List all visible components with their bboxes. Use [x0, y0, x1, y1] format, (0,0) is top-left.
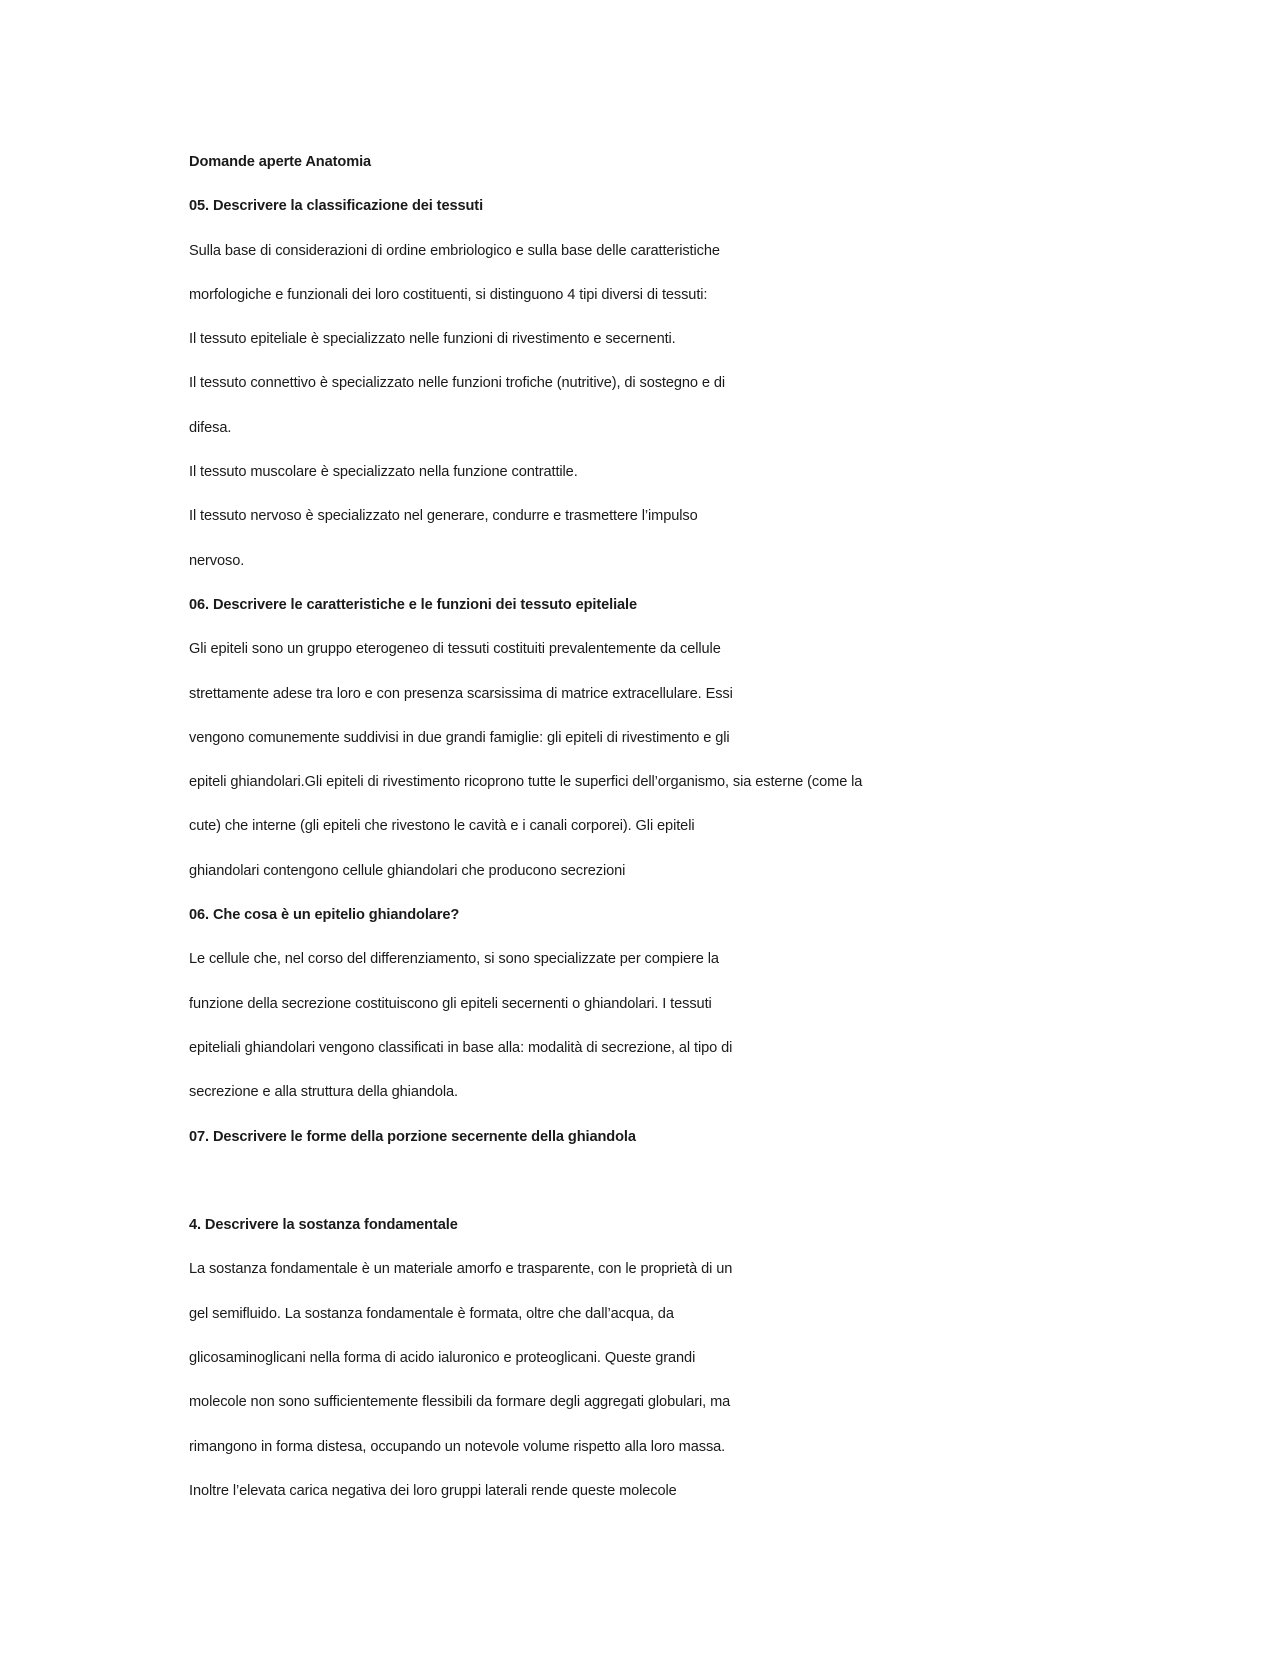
section-heading: 4. Descrivere la sostanza fondamentale	[189, 1217, 458, 1234]
paragraph-line: morfologiche e funzionali dei loro costituenti, si distinguono 4 tipi diversi di tessuti:	[189, 286, 708, 303]
paragraph-line: molecole non sono sufficientemente flessibili da formare degli aggregati globulari, ma	[189, 1394, 731, 1411]
paragraph-line: Il tessuto epiteliale è specializzato nelle funzioni di rivestimento e secernenti.	[189, 331, 676, 348]
paragraph-line: Le cellule che, nel corso del differenziamento, si sono specializzate per compiere la	[189, 951, 719, 968]
paragraph-line: gel semifluido. La sostanza fondamentale è formata, oltre che dall’acqua, da	[189, 1305, 674, 1322]
paragraph-line: rimangono in forma distesa, occupando un notevole volume rispetto alla loro massa.	[189, 1438, 726, 1455]
section-heading: 06. Descrivere le caratteristiche e le funzioni dei tessuto epiteliale	[189, 596, 638, 613]
paragraph-line: glicosaminoglicani nella forma di acido ialuronico e proteoglicani. Queste grandi	[189, 1350, 696, 1367]
paragraph-line: Il tessuto muscolare è specializzato nella funzione contrattile.	[189, 464, 578, 481]
paragraph-line: Sulla base di considerazioni di ordine embriologico e sulla base delle caratteristiche	[189, 242, 720, 259]
paragraph-line: Il tessuto connettivo è specializzato nelle funzioni trofiche (nutritive), di sostegno e di	[189, 375, 726, 392]
paragraph-line: Inoltre l’elevata carica negativa dei loro gruppi laterali rende queste molecole	[189, 1482, 677, 1499]
paragraph-line: epiteli ghiandolari.Gli epiteli di rivestimento ricoprono tutte le superfici dell’organismo, sia esterne (come la	[189, 774, 863, 791]
paragraph-line: funzione della secrezione costituiscono gli epiteli secernenti o ghiandolari. I tessuti	[189, 995, 712, 1012]
paragraph-line: nervoso.	[189, 552, 245, 569]
paragraph-line: difesa.	[189, 419, 232, 436]
paragraph-line: ghiandolari contengono cellule ghiandolari che producono secrezioni	[189, 862, 626, 879]
paragraph-line: vengono comunemente suddivisi in due grandi famiglie: gli epiteli di rivestimento e gli	[189, 729, 730, 746]
paragraph-line: Il tessuto nervoso è specializzato nel generare, condurre e trasmettere l’impulso	[189, 508, 698, 525]
blank-line	[189, 1169, 1189, 1213]
paragraph-line: La sostanza fondamentale è un materiale amorfo e trasparente, con le proprietà di un	[189, 1261, 733, 1278]
section-heading: 07. Descrivere le forme della porzione secernente della ghiandola	[189, 1128, 636, 1145]
paragraph-line: strettamente adese tra loro e con presenza scarsissima di matrice extracellulare. Essi	[189, 685, 733, 702]
section-heading: 06. Che cosa è un epitelio ghiandolare?	[189, 907, 460, 924]
document-body	[189, 150, 1189, 1523]
section-heading: 05. Descrivere la classificazione dei tessuti	[189, 198, 484, 215]
document-title: Domande aperte Anatomia	[189, 154, 372, 170]
paragraph-line: cute) che interne (gli epiteli che rivestono le cavità e i canali corporei). Gli epiteli	[189, 818, 695, 835]
paragraph-line: Gli epiteli sono un gruppo eterogeneo di tessuti costituiti prevalentemente da cellule	[189, 641, 721, 658]
paragraph-line: epiteliali ghiandolari vengono classificati in base alla: modalità di secrezione, al tipo di	[189, 1039, 733, 1056]
paragraph-line: secrezione e alla struttura della ghiandola.	[189, 1084, 458, 1101]
